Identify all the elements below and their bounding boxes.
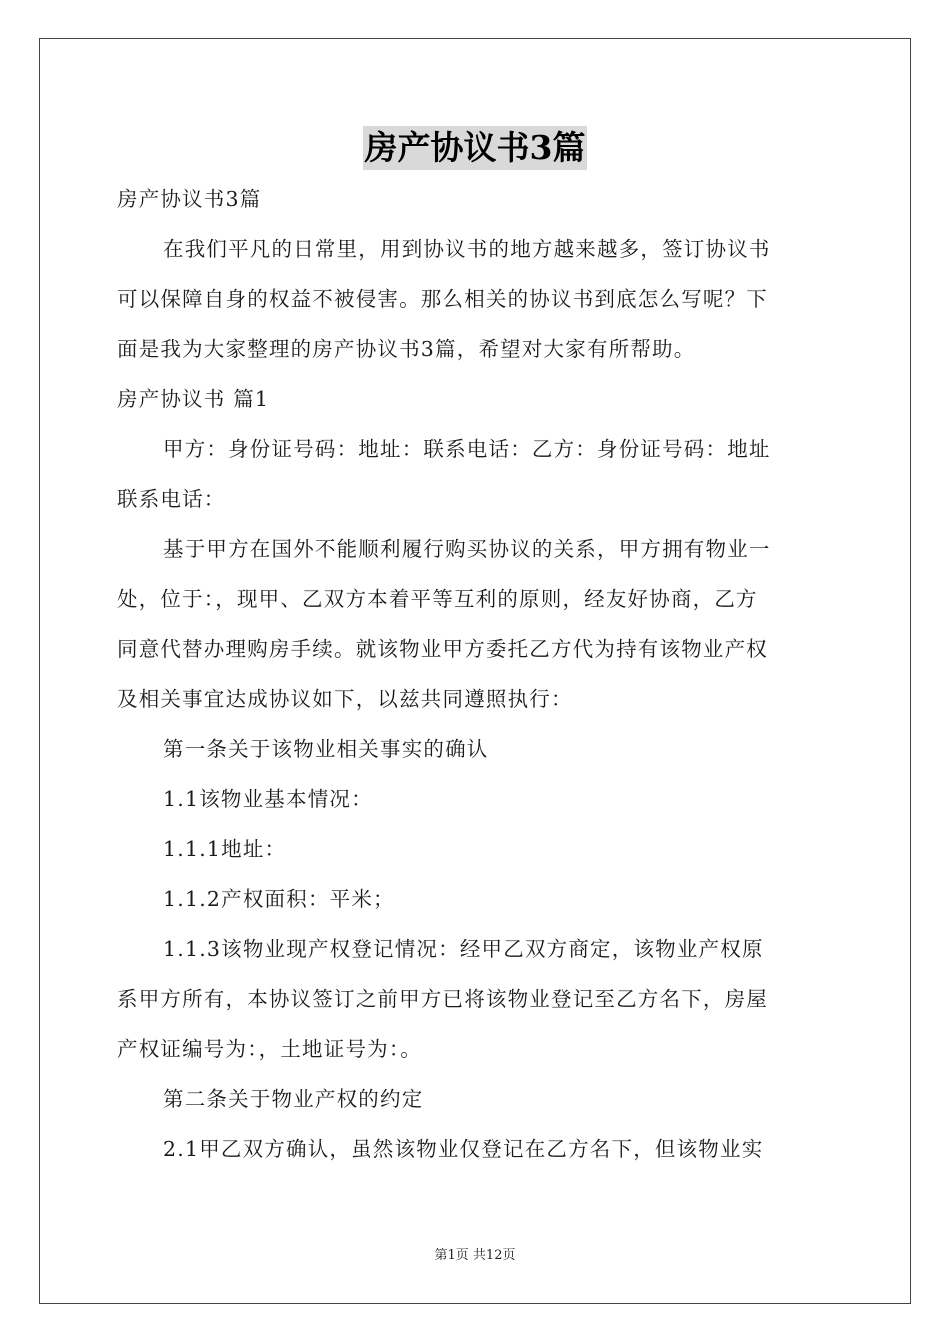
paragraph-line: 同意代替办理购房手续。就该物业甲方委托乙方代为持有该物业产权 <box>117 637 768 661</box>
paragraph-line: 房产协议书3篇 <box>117 187 262 211</box>
paragraph-line: 2.1甲乙双方确认，虽然该物业仅登记在乙方名下，但该物业实 <box>163 1137 764 1161</box>
paragraph-line: 1.1.1地址： <box>163 837 287 861</box>
page-footer: 第1页 共12页 <box>434 1248 516 1263</box>
paragraph-line: 第二条关于物业产权的约定 <box>163 1087 424 1111</box>
document-title: 房产协议书3篇 <box>363 126 588 170</box>
paragraph-line: 面是我为大家整理的房产协议书3篇，希望对大家有所帮助。 <box>117 337 696 361</box>
paragraph-line: 第一条关于该物业相关事实的确认 <box>163 737 489 761</box>
paragraph-line: 产权证编号为：，土地证号为：。 <box>117 1037 422 1061</box>
paragraph-line: 联系电话： <box>117 487 226 511</box>
paragraph-line: 房产协议书 篇1 <box>117 387 270 411</box>
paragraph-line: 及相关事宜达成协议如下，以兹共同遵照执行： <box>117 687 573 711</box>
paragraph-line: 1.1该物业基本情况： <box>163 787 373 811</box>
paragraph-line: 处，位于：，现甲、乙双方本着平等互利的原则，经友好协商，乙方 <box>117 587 758 611</box>
paragraph-line: 1.1.2产权面积：平米； <box>163 887 395 911</box>
paragraph-line: 甲方：身份证号码：地址：联系电话：乙方：身份证号码：地址 <box>163 437 771 461</box>
title-container <box>0 126 950 170</box>
paragraph-line: 基于甲方在国外不能顺利履行购买协议的关系，甲方拥有物业一 <box>163 537 771 561</box>
paragraph-line: 在我们平凡的日常里，用到协议书的地方越来越多，签订协议书 <box>163 237 771 261</box>
paragraph-line: 可以保障自身的权益不被侵害。那么相关的协议书到底怎么写呢？下 <box>117 287 768 311</box>
document-body <box>117 174 835 1174</box>
paragraph-line: 系甲方所有，本协议签订之前甲方已将该物业登记至乙方名下，房屋 <box>117 987 768 1011</box>
paragraph-line: 1.1.3该物业现产权登记情况：经甲乙双方商定，该物业产权原 <box>163 937 764 961</box>
